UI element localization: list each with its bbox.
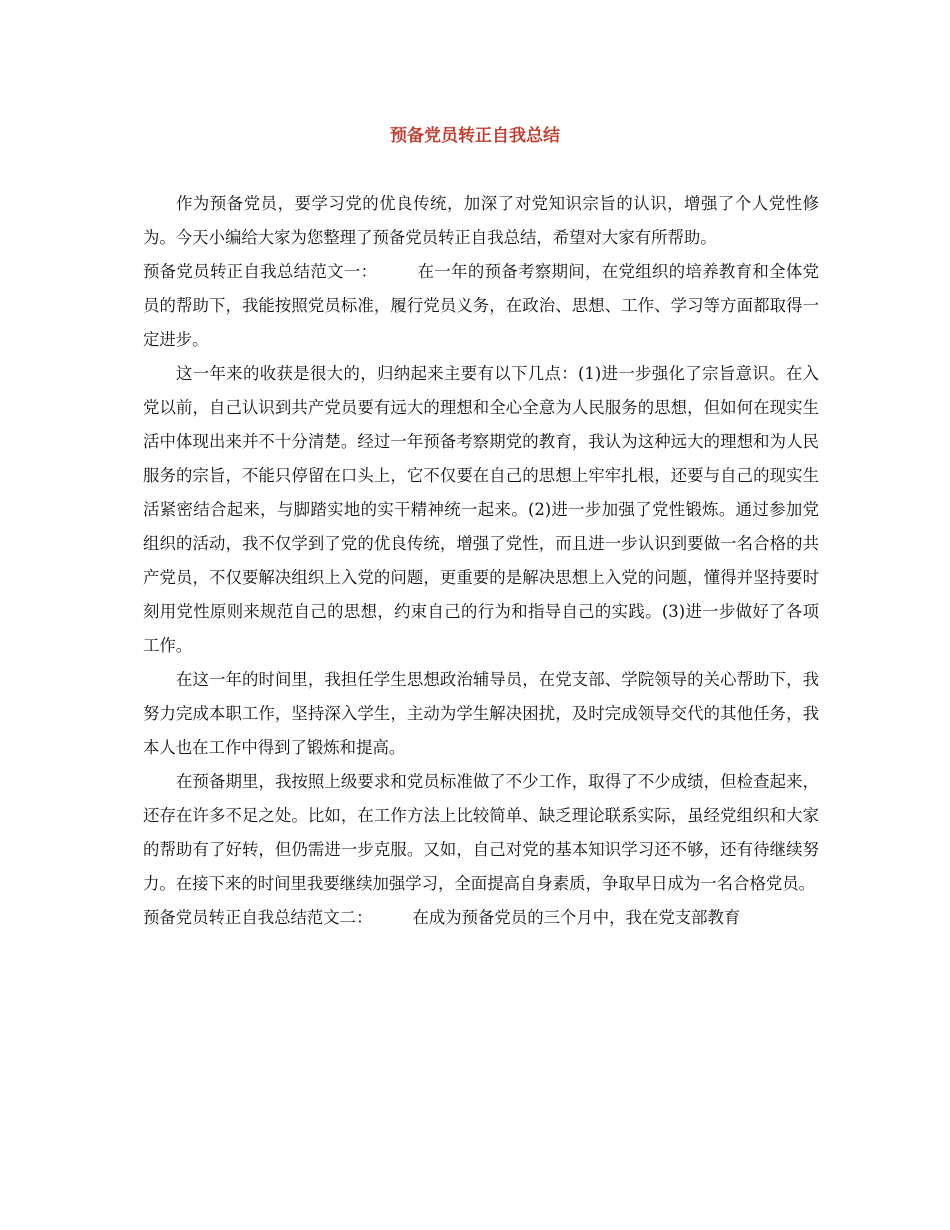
work-paragraph: 在这一年的时间里，我担任学生思想政治辅导员，在党支部、学院领导的关心帮助下，我努力完成本职工作，坚持深入学生，主动为学生解决困扰，及时完成领导交代的其他任务，我本人也在工作中得到了锻炼和提高。 [143, 670, 819, 757]
intro-paragraph: 作为预备党员，要学习党的优良传统，加深了对党知识宗旨的认识，增强了个人党性修为。今天小编给大家为您整理了预备党员转正自我总结，希望对大家有所帮助。 [143, 194, 819, 247]
section-two [143, 901, 819, 935]
section-one-opening: 在一年的预备考察期间，在党组织的培养教育和全体党员的帮助下，我能按照党员标准，履行党员义务，在政治、思想、工作、学习等方面都取得一定进步。 [143, 262, 820, 349]
gains-paragraph: 这一年来的收获是很大的，归纳起来主要有以下几点：(1)进一步强化了宗旨意识。在入党以前，自己认识到共产党员要有远大的理想和全心全意为人民服务的思想，但如何在现实生活中体现出来并不十分清楚。经过一年预备考察期党的教育，我认为这种远大的理想和为人民服务的宗旨，不能只停留在口头上，它不仅要在自己的思想上牢牢扎根，还要与自己的现实生活紧密结合起来，与脚踏实地的实干精神统一起来。(2)进一步加强了党性锻炼。通过参加党组织的活动，我不仅学到了党的优良传统，增强了党性，而且进一步认识到要做一名合格的共产党员，不仅要解决组织上入党的问题，更重要的是解决思想上入党的问题，懂得并坚持要时刻用党性原则来规范自己的思想，约束自己的行为和指导自己的实践。(3)进一步做好了各项工作。 [143, 364, 819, 655]
section-two-heading: 预备党员转正自我总结范文二： [143, 908, 373, 927]
document-body [143, 187, 819, 935]
shortcomings-paragraph: 在预备期里，我按照上级要求和党员标准做了不少工作，取得了不少成绩，但检查起来，还存在许多不足之处。比如，在工作方法上比较简单、缺乏理论联系实际，虽经党组织和大家的帮助有了好转，但仍需进一步克服。又如，自己对党的基本知识学习还不够，还有待继续努力。在接下来的时间里我要继续加强学习，全面提高自身素质，争取早日成为一名合格党员。 [143, 772, 819, 893]
section-one [143, 255, 819, 357]
section-one-heading: 预备党员转正自我总结范文一： [143, 262, 378, 281]
section-two-opening: 在成为预备党员的三个月中，我在党支部教育 [412, 908, 741, 927]
document-title: 预备党员转正自我总结 [390, 126, 560, 146]
